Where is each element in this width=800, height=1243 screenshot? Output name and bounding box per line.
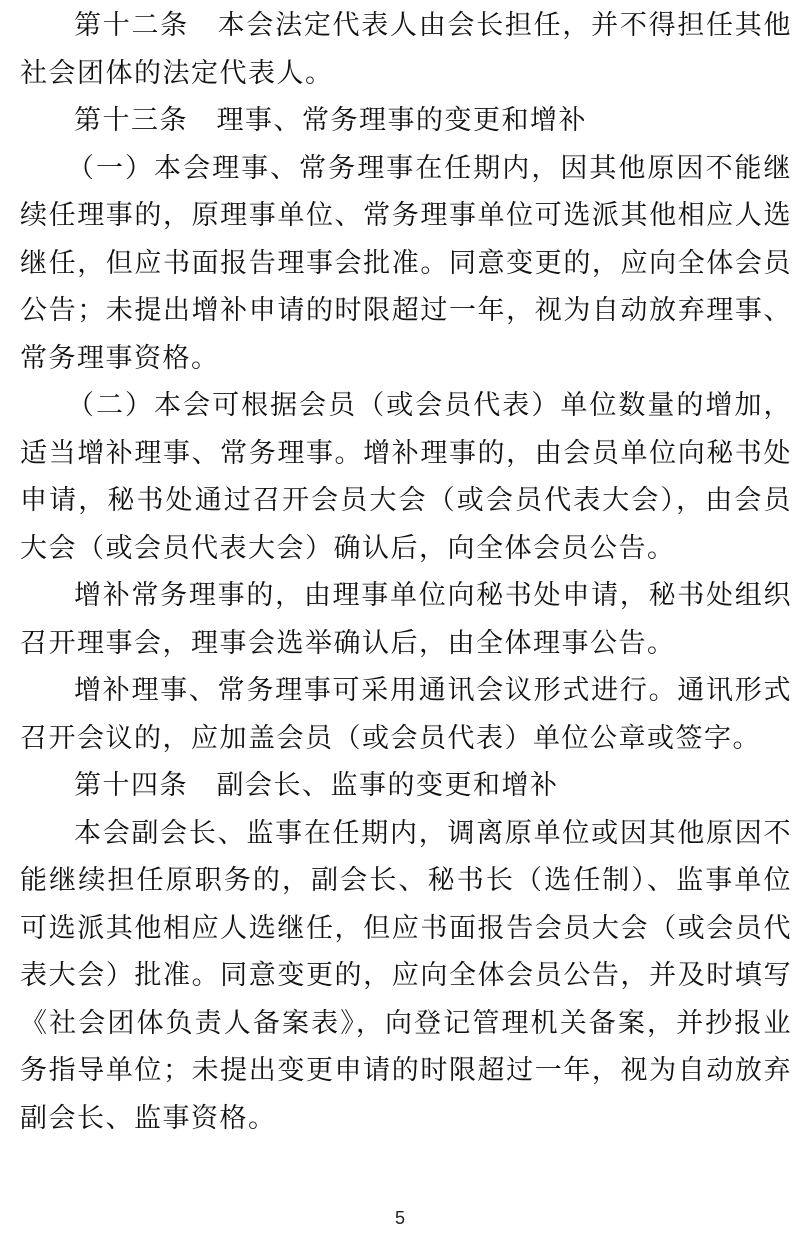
page-number: 5 <box>394 1208 405 1228</box>
body-text <box>20 0 792 1142</box>
article-14-heading: 第十四条 副会长、监事的变更和增补 <box>74 770 559 801</box>
article-13-standing-director-paragraph: 增补常务理事的，由理事单位向秘书处申请，秘书处组织召开理事会，理事会选举确认后，由全体理事公告。 <box>20 580 792 659</box>
article-12-paragraph: 第十二条 本会法定代表人由会长担任，并不得担任其他社会团体的法定代表人。 <box>20 10 792 89</box>
article-13-clause-2: （二）本会可根据会员（或会员代表）单位数量的增加，适当增补理事、常务理事。增补理事的，由会员单位向秘书处申请，秘书处通过召开会员大会（或会员代表大会），由会员大会（或会员代表大会）确认后，向全体会员公告。 <box>20 390 792 564</box>
article-13-clause-1: （一）本会理事、常务理事在任期内，因其他原因不能继续任理事的，原理事单位、常务理事单位可选派其他相应人选继任，但应书面报告理事会批准。同意变更的，应向全体会员公告；未提出增补申请的时限超过一年，视为自动放弃理事、常务理事资格。 <box>20 152 792 374</box>
article-14-paragraph: 本会副会长、监事在任期内，调离原单位或因其他原因不能继续担任原职务的，副会长、秘书长（选任制）、监事单位可选派其他相应人选继任，但应书面报告会员大会（或会员代表大会）批准。同意变更的，应向全体会员公告，并及时填写《社会团体负责人备案表》，向登记管理机关备案，并抄报业务指导单位；未提出变更申请的时限超过一年，视为自动放弃副会长、监事资格。 <box>20 817 792 1134</box>
article-13-communication-meeting-paragraph: 增补理事、常务理事可采用通讯会议形式进行。通讯形式召开会议的，应加盖会员（或会员代表）单位公章或签字。 <box>20 675 792 754</box>
article-13-heading: 第十三条 理事、常务理事的变更和增补 <box>74 105 587 136</box>
